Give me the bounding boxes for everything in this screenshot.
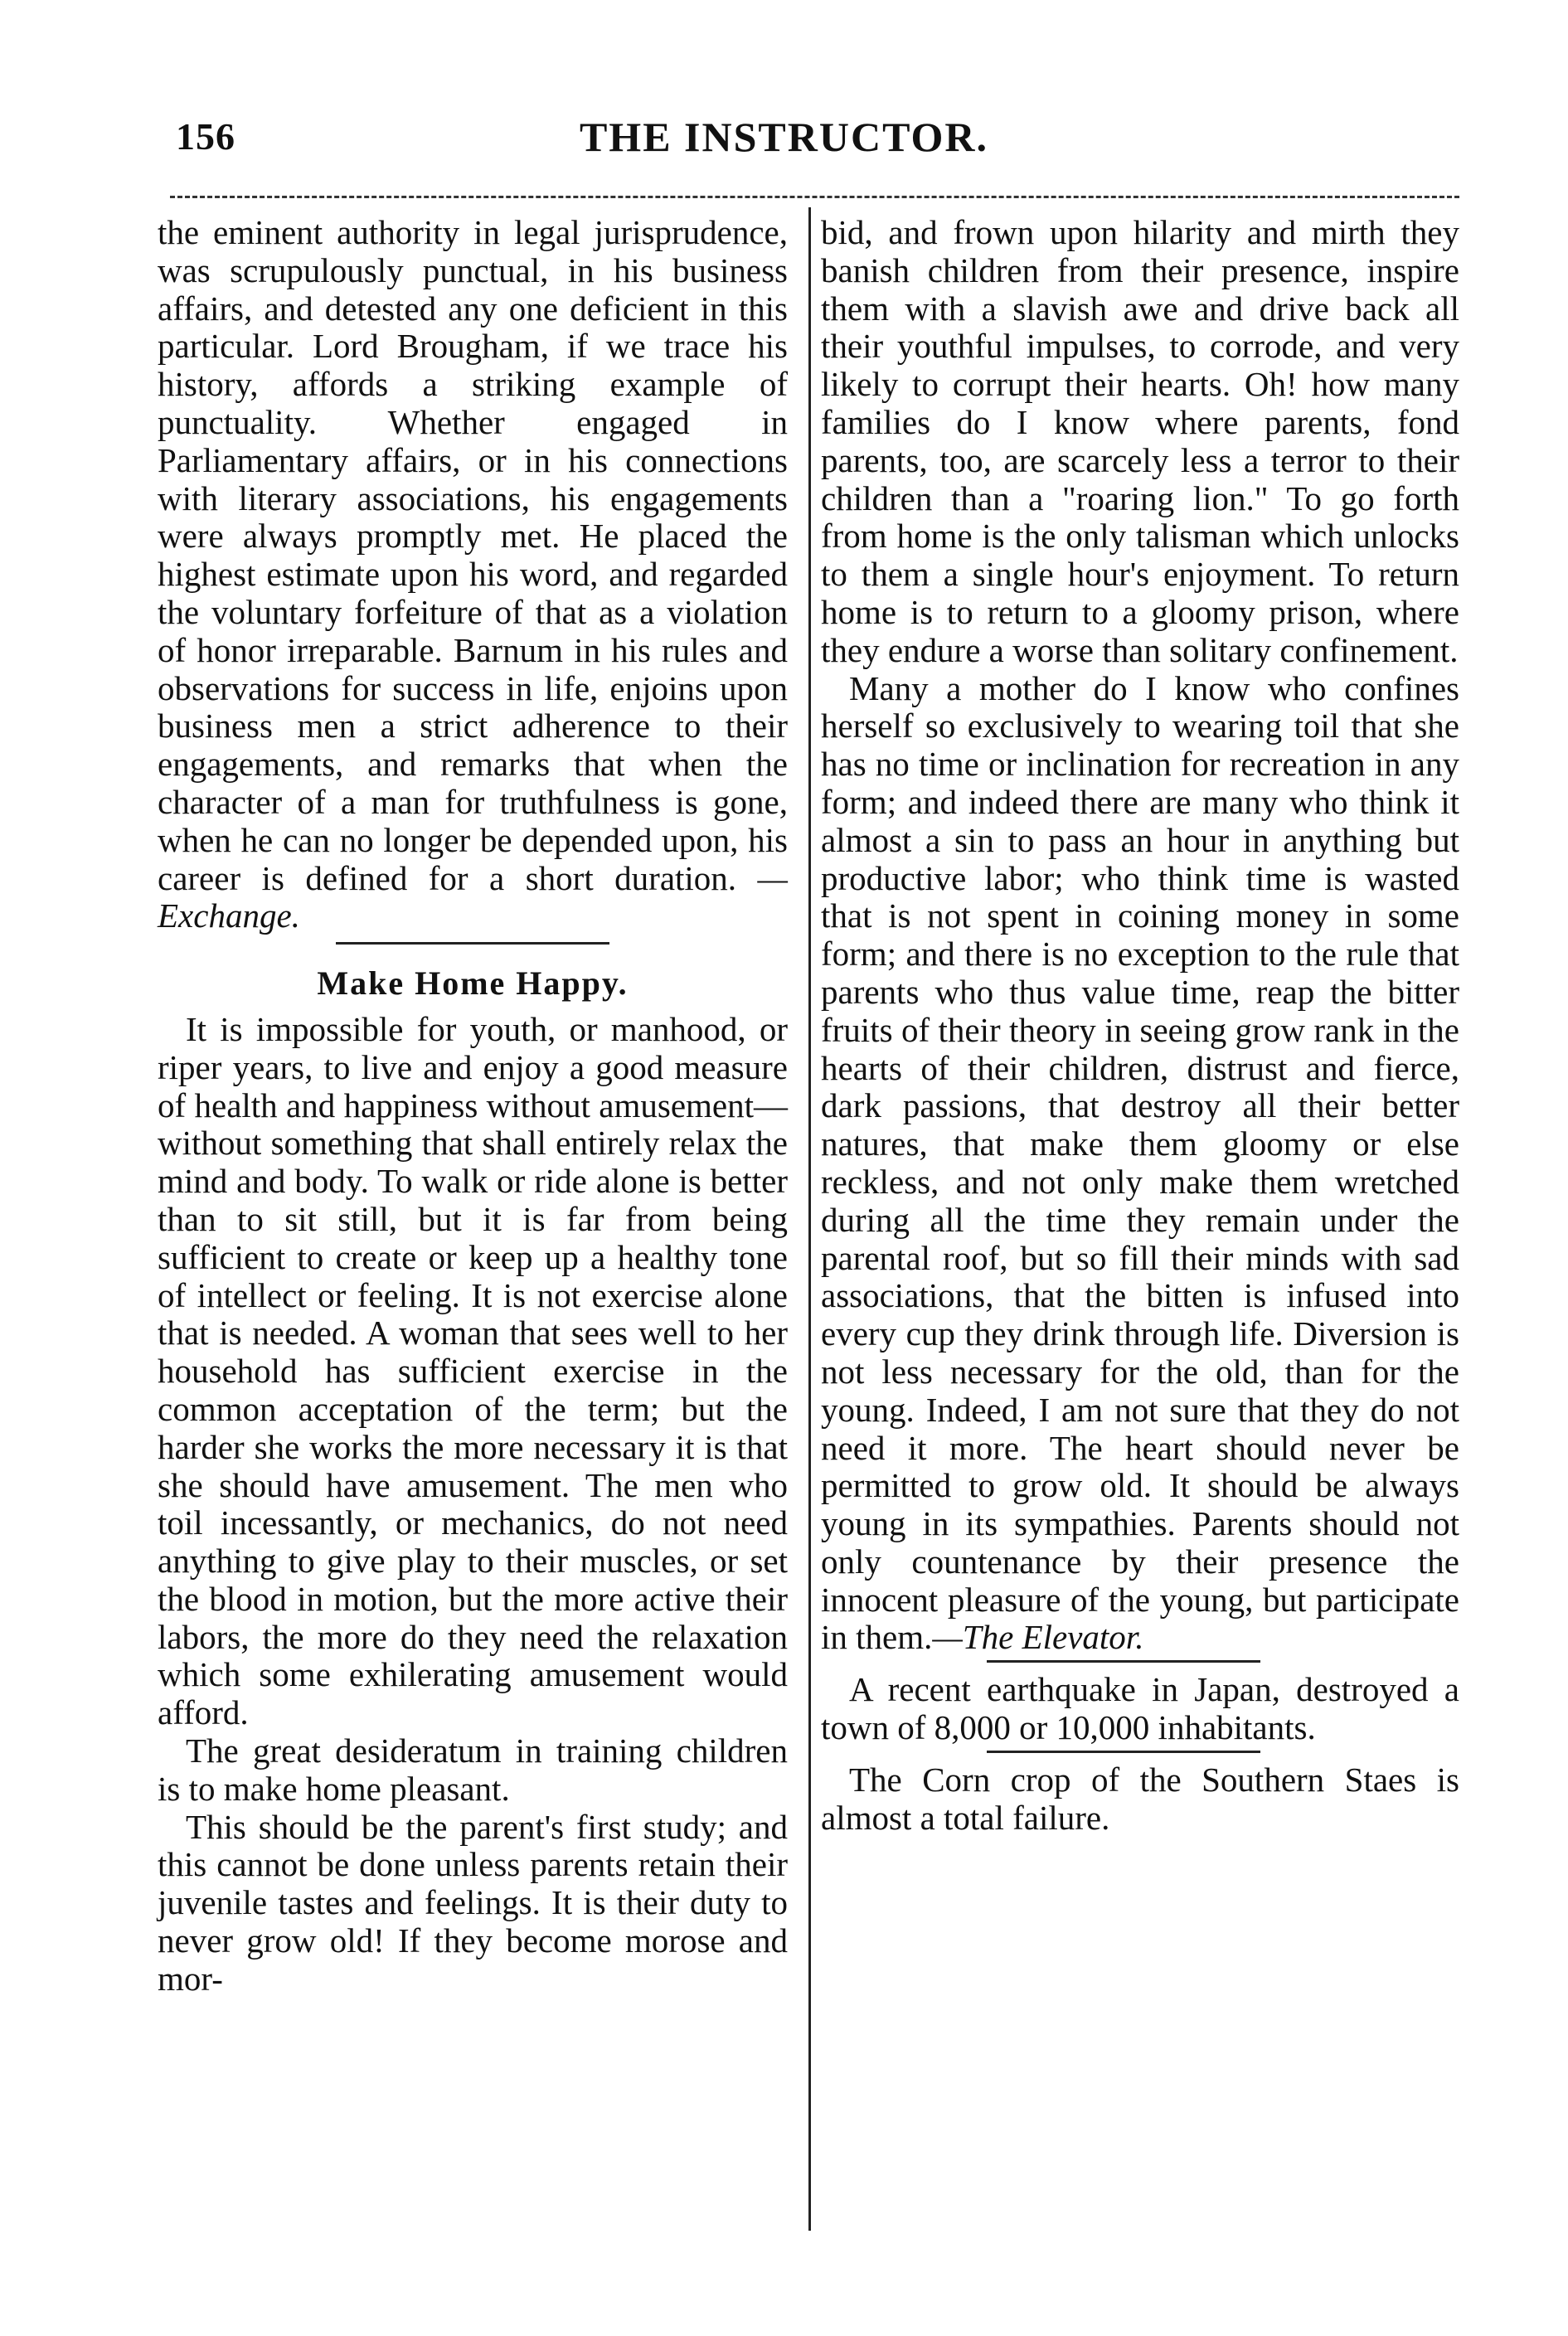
right-column <box>821 214 1459 1837</box>
continued-article-text <box>158 214 788 935</box>
continued-article-body: the eminent authority in legal jurisprudence, was scrupulously punctual, in his business affairs, and detested any one deficient in this particular. Lord Brougham, if we trace his history, affords a striking example of punctuality. Whether engaged in Parliamentary affairs, or in his connections with literary associations, his engagements were always promptly met. He placed the highest estimate upon his word, and regarded the voluntary forfeiture of that as a violation of honor irreparable. Barnum in his rules and observations for success in life, enjoins upon business men a strict adherence to their engagements, and remarks that when the character of a man for truthfulness is gone, when he can no longer be depended upon, his career is defined for a short duration. <box>158 213 788 897</box>
news-separator-rule <box>987 1751 1260 1753</box>
article-paragraph: bid, and frown upon hilarity and mirth they banish children from their presence, inspire them with a slavish awe and drive back all their youthful impulses, to corrode, and very likely to corrupt their hearts. Oh! how many families do I know where parents, fond parents, too, are scarcely less a terror to their children than a "roaring lion." To go forth from home is the only talisman which unlocks to them a single hour's enjoyment. To return home is to return to a gloomy prison, where they endure a worse than solitary confinement. <box>821 213 1459 669</box>
article-paragraph: The great desideratum in training children is to make home pleasant. <box>158 1731 788 1808</box>
article-credit: —The Elevator. <box>932 1618 1144 1657</box>
article-paragraph-text: Many a mother do I know who confines herself so exclusively to wearing toil that she has no time or inclination for recreation in any form; and indeed there are many who think it almost a sin to pass an hour in anything but productive labor; who think time is wasted that is not spent in coining money in some form; and there is no exception to the rule that parents who thus value time, reap the bitter fruits of their theory in seeing grow rank in the hearts of their children, distrust and fierce, dark passions, that destroy all their better natures, that make them gloomy or else reckless, and not only make them wretched during all the time they remain under the parental roof, but so fill their minds with sad associations, that the bitten is infused into every cup they drink through life. Diversion is not less necessary for the old, than for the young. Indeed, I am not sure that they do not need it more. The heart should never be permitted to grow old. It should be always young in its sympathies. Parents should not only countenance by their presence the innocent pleasure of the young, but participate in them. <box>821 668 1459 1657</box>
header-rule <box>170 196 1459 198</box>
running-head-title: THE INSTRUCTOR. <box>579 114 989 160</box>
article-paragraph: It is impossible for youth, or manhood, or riper years, to live and enjoy a good measure of health and happiness without amusement—without something that shall entirely relax the mind and body. To walk or ride alone is better than to sit still, but it is far from being sufficient to create or keep up a healthy tone of intellect or feeling. It is not exercise alone that is needed. A woman that sees well to her household has sufficient exercise in the common acceptation of the term; but the harder she works the more necessary it is that she should have amusement. The men who toil incessantly, or mechanics, do not need anything to give play to their muscles, or set the blood in motion, but the more active their labors, the more do they need the relaxation which some exhilerating amusement would afford. <box>158 1009 788 1732</box>
news-note: The Corn crop of the Southern Staes is almost a total failure. <box>821 1760 1459 1837</box>
article-separator-rule <box>336 942 609 945</box>
column-divider <box>808 207 811 2231</box>
article-paragraph: This should be the parent's first study; and this cannot be done unless parents retain their juvenile tastes and feelings. It is their duty to never grow old! If they become morose and mor- <box>158 1807 788 1998</box>
news-separator-rule <box>987 1660 1260 1663</box>
news-note: A recent earthquake in Japan, destroyed a town of 8,000 or 10,000 inhabitants. <box>821 1670 1459 1747</box>
left-column <box>158 214 788 1998</box>
article-paragraph <box>821 670 1459 1658</box>
continued-article-credit: —Exchange. <box>158 858 788 935</box>
article-title: Make Home Happy. <box>317 964 629 1003</box>
page-number: 156 <box>176 115 235 158</box>
